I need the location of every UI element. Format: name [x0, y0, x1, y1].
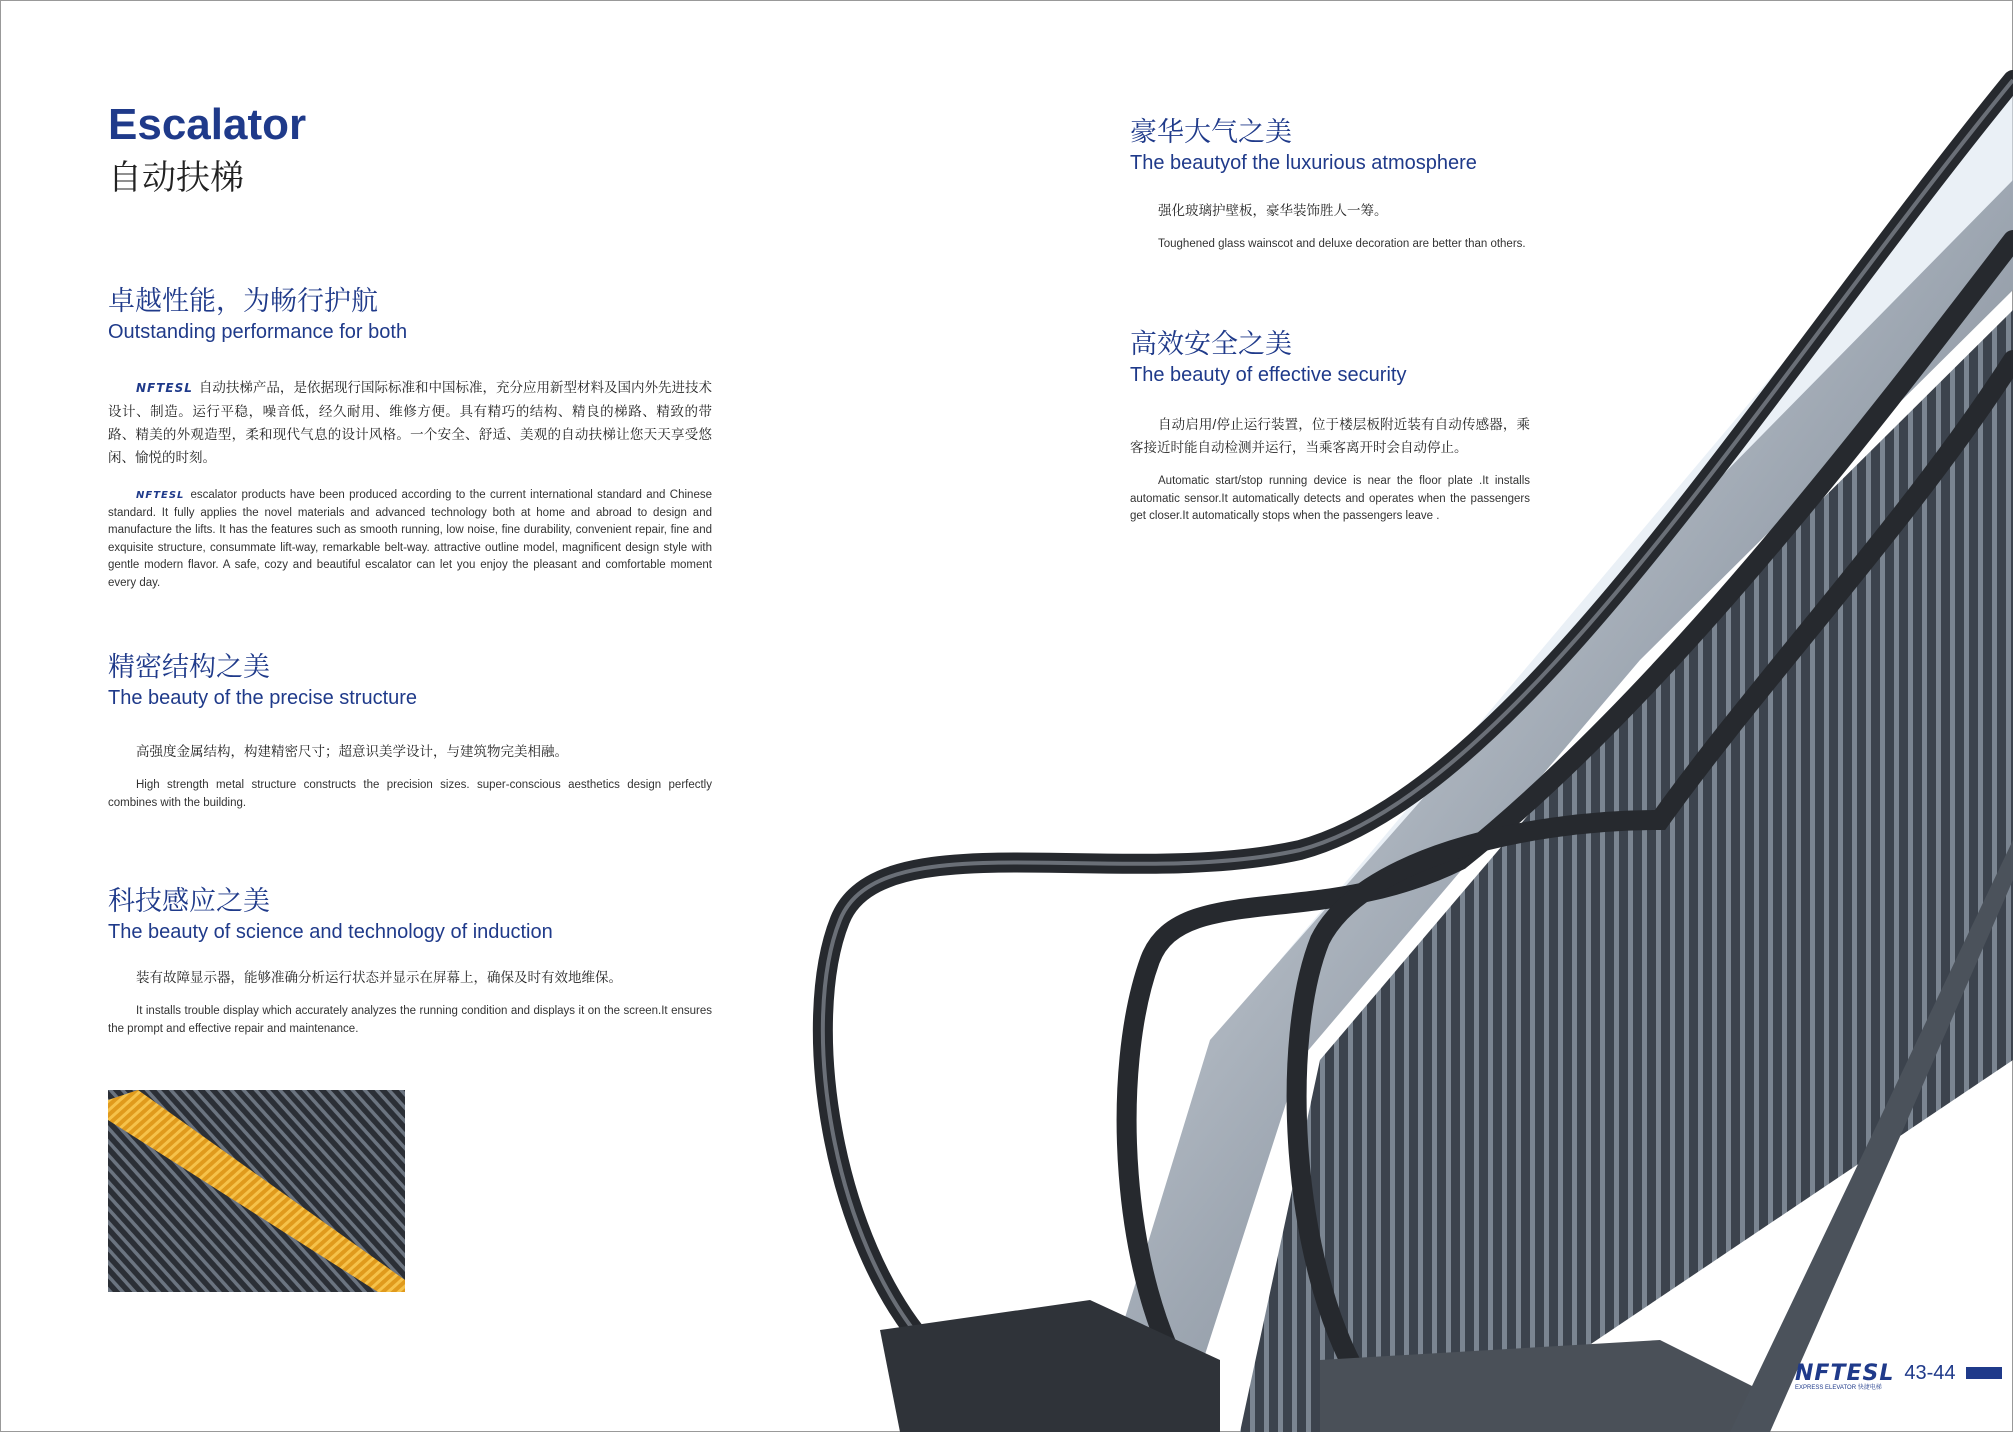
section-title-en: The beauty of science and technology of induction [108, 921, 553, 943]
section-body-en: Toughened glass wainscot and deluxe decoration are better than others. [1158, 238, 1526, 250]
section-title-cn: 卓越性能，为畅行护航 [108, 286, 378, 316]
section-body-cn: 装有故障显示器，能够准确分析运行状态并显示在屏幕上，确保及时有效地维保。 [136, 970, 622, 985]
page-title-en: Escalator [108, 100, 307, 149]
section-structure [108, 650, 712, 812]
page-numbers: 43-44 [1904, 1361, 1956, 1384]
section-title-en: The beauty of the precise structure [108, 687, 418, 709]
section-title-cn: 精密结构之美 [108, 652, 270, 682]
escalator-illustration [760, 60, 2013, 1432]
brand-logo: NFTESL [1795, 1360, 1895, 1386]
section-luxury [1130, 115, 1610, 254]
page-title-cn: 自动扶梯 [108, 159, 244, 197]
footer-accent-bar [1966, 1367, 2002, 1379]
section-title-cn: 豪华大气之美 [1130, 117, 1292, 147]
body-text: escalator products have been produced according to the current international standard and Chinese standard. It fully applies the novel materials and advanced technology both at home and abroad to design and manufacture the lifts. It has the features such as smooth running, low noise, fine durability, convenient repair, fine and exquisite structure, consummate lift-way, remarkable belt-way. attractive outline model, magnificent design style with gentle modern flavor. A safe, cozy and beautiful escalator can let you enjoy the pleasant and comfortable moment every day. [108, 489, 712, 589]
comb-plate-photo [108, 1090, 405, 1292]
section-body-cn: 自动启用/停止运行装置，位于楼层板附近装有自动传感器，乘客接近时能自动检测并运行，当乘客离开时会自动停止。 [1130, 417, 1530, 455]
section-body-cn: 高强度金属结构，构建精密尺寸；超意识美学设计，与建筑物完美相融。 [136, 744, 568, 759]
section-title-en: The beauty of effective security [1130, 364, 1407, 386]
section-body-en [108, 487, 712, 592]
section-body-en: Automatic start/stop running device is near the floor plate .It installs automatic sensor.It automatically detects and operates when the passengers get closer.It automatically stops when the passengers leave . [1130, 475, 1530, 522]
page-footer [1795, 1358, 2002, 1391]
brand-logo-inline: NFTESL [136, 381, 193, 395]
section-title-en: Outstanding performance for both [108, 321, 408, 343]
section-security [1130, 327, 1530, 526]
section-body-cn: 强化玻璃护壁板，豪华装饰胜人一筹。 [1158, 203, 1388, 218]
section-title-cn: 科技感应之美 [108, 886, 270, 916]
body-text: 自动扶梯产品，是依据现行国际标准和中国标准，充分应用新型材料及国内外先进技术设计、制造。运行平稳，噪音低，经久耐用、维修方便。具有精巧的结构、精良的梯路、精致的带路、精美的外观造型，柔和现代气息的设计风格。一个安全、舒适、美观的自动扶梯让您天天享受悠闲、愉悦的时刻。 [108, 380, 712, 465]
brand-logo-inline: NFTESL [136, 490, 185, 501]
section-body-en: It installs trouble display which accurately analyzes the running condition and displays it on the screen.It ensures the prompt and effective repair and maintenance. [108, 1005, 712, 1035]
section-body-en: High strength metal structure constructs the precision sizes. super-conscious aesthetics design perfectly combines with the building. [108, 779, 712, 809]
section-title-en: The beautyof the luxurious atmosphere [1130, 152, 1477, 174]
section-title-cn: 高效安全之美 [1130, 329, 1292, 359]
brand-tagline: EXPRESS ELEVATOR 快捷电梯 [1795, 1385, 1882, 1391]
section-induction [108, 884, 712, 1038]
section-body-cn [108, 376, 712, 469]
section-performance [108, 284, 712, 592]
